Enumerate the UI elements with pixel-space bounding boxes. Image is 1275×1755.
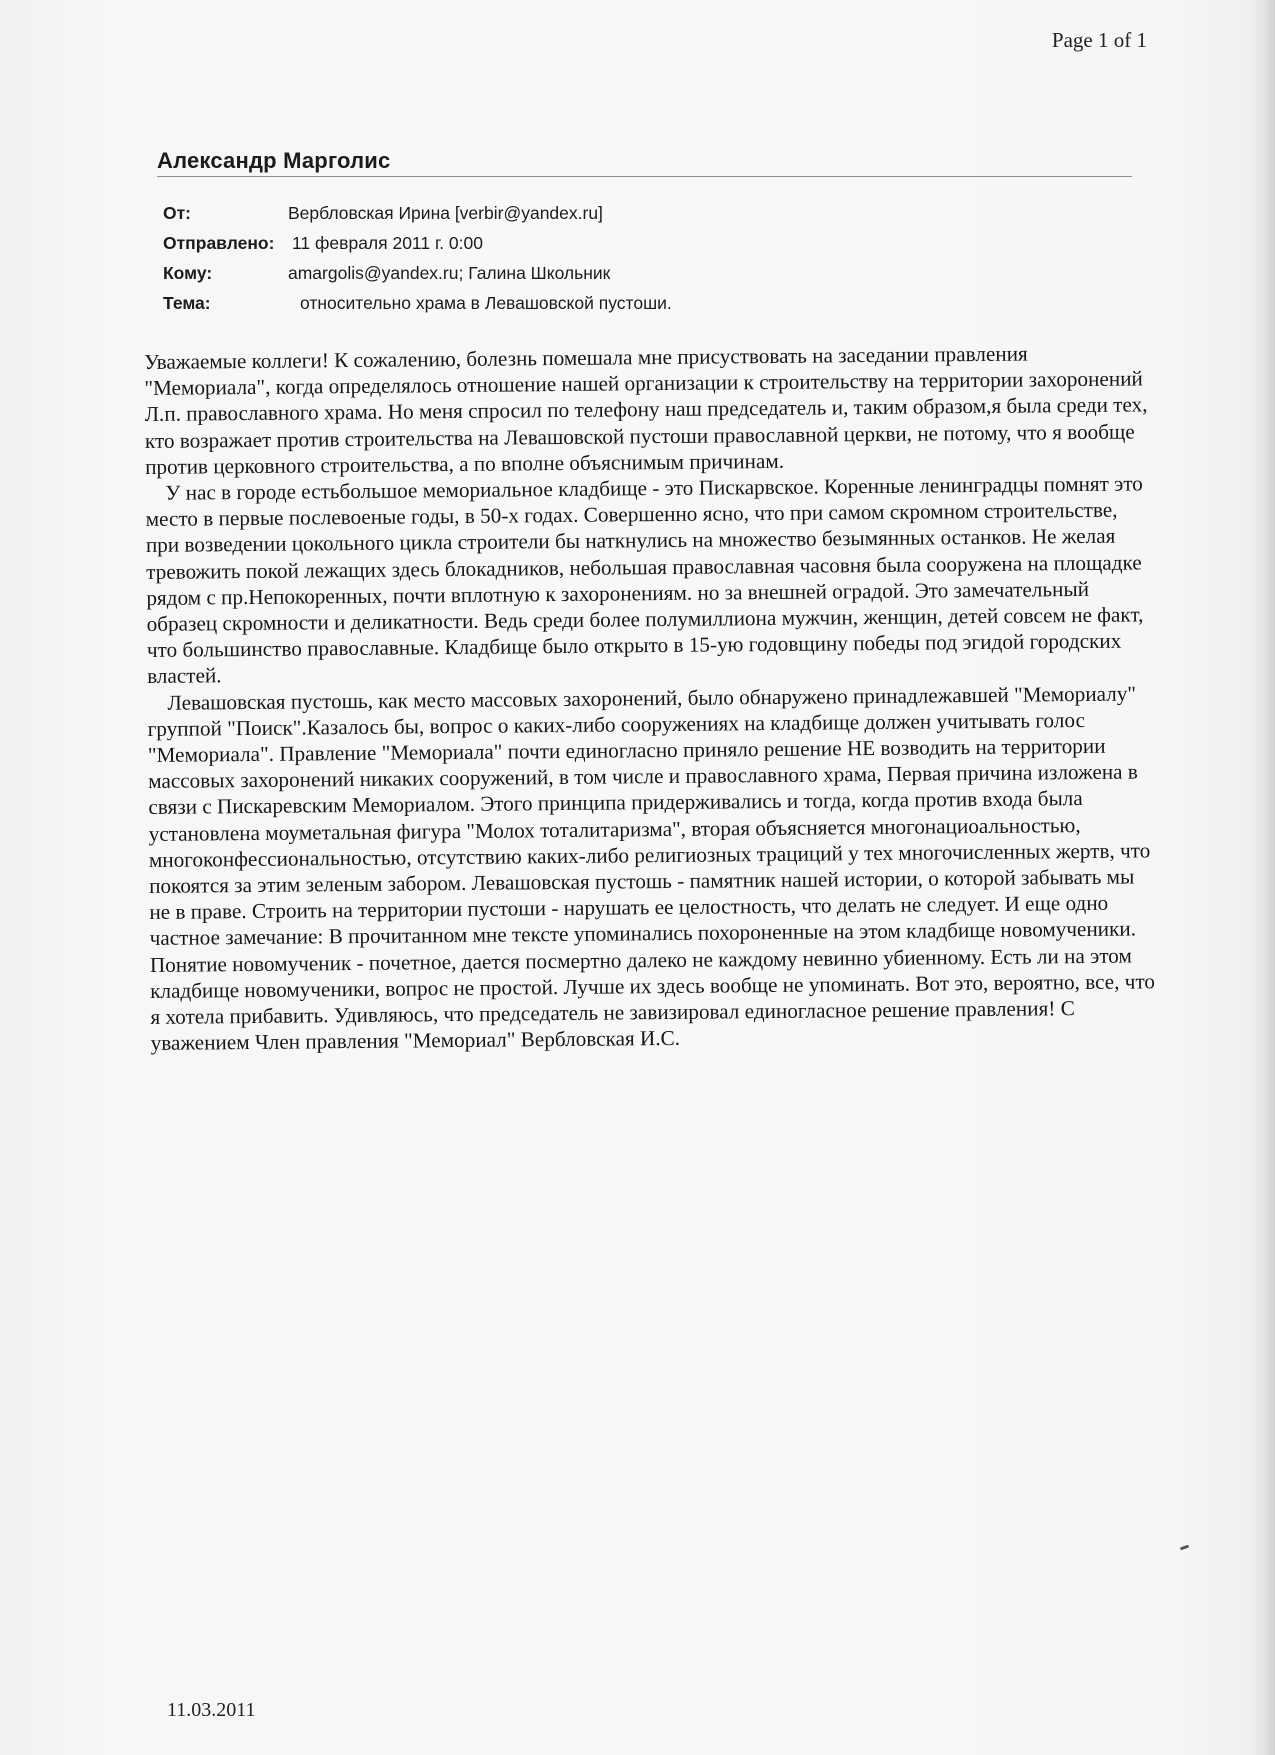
page-indicator: Page 1 of 1 [1051, 28, 1147, 52]
from-label: От: [163, 203, 192, 223]
to-label: Кому: [163, 263, 213, 283]
print-date: 11.03.2011 [167, 1699, 256, 1721]
subject-label: Тема: [163, 293, 211, 313]
account-name-heading: Александр Марголис [157, 148, 391, 173]
page-shadow-edge [1249, 0, 1275, 1755]
body-paragraph: Уважаемые коллеги! К сожалению, болезнь помешала мне присуствовать на заседании правления "Мемориала", когда определялось отношение нашей организации к строительству на территории захоронений Л.п. православного храма. Но меня спросил по телефону наш председатель и, таким образом,я была среди тех, кто возражает против строительства на Левашовской пустоши православной церкви, не потому, что я вообще против церковного строительства, а по вполне объяснимым причинам. [144, 341, 1148, 479]
sent-label: Отправлено: [163, 233, 275, 253]
scan-artifact [1180, 1545, 1189, 1551]
to-value: amargolis@yandex.ru; Галина Школьник [288, 263, 611, 283]
sent-value: 11 февраля 2011 г. 0:00 [292, 233, 483, 253]
header-divider [157, 176, 1132, 177]
subject-value: относительно храма в Левашовской пустоши. [300, 293, 672, 313]
from-value: Вербловская Ирина [verbir@yandex.ru] [288, 203, 603, 223]
body-paragraph: У нас в городе естьбольшое мемориальное кладбище - это Пискарвское. Коренные ленинградцы помнят это место в первые послевоеные годы, в 50-х годах. Совершенно ясно, что при самом скромном строительстве, при возведении цокольного цикла строители бы наткнулись на множество безымянных останков. Не желая тревожить покой лежащих здесь блокадников, небольшая православная часовня была сооружена на площадке рядом с пр.Непокоренных, почти вплотную к захоронениям. но за внешней оградой. Это замечательный образец скромности и деликатности. Ведь среди более полумиллиона мужчин, женщин, детей совсем не факт, что большинство православные. Кладбище было открыто в 15-ую годовщину победы под эгидой городских властей. [145, 471, 1144, 689]
body-paragraph: Левашовская пустошь, как место массовых захоронений, было обнаружено принадлежавшей "Мемориалу" группой "Поиск".Казалось бы, вопрос о каких-либо сооружениях на кладбище должен учитывать голос "Мемориала". Правление "Мемориала" почти единогласно приняло решение НЕ возводить на территории массовых захоронений никаких сооружений, в том числе и православного храма, Первая причина изложена в связи с Пискаревским Мемориалом. Этого принципа придерживались и тогда, когда против входа была установлена моуметальная фигура "Молох тоталитаризма", вторая объясняется многонациоальностью, многоконфессиональностью, отсутствию каких-либо религиозных трациций у тех многочисленных жертв, что покоятся за этим зеленым забором. Левашовская пустошь - памятник нашей истории, о которой забывать мы не в праве. Строить на территории пустоши - нарушать ее целостность, что делать не следует. И еще одно частное замечание: В прочитанном мне тексте упоминались похороненные на этом кладбище новомученики. Понятие новомученик - почетное, дается посмертно далеко не каждому невинно убиенному. Есть ли на этом кладбище новомученики, вопрос не простой. Лучше их здесь вообще не упоминать. Вот это, вероятно, все, что я хотела прибавить. Удивляюсь, что председатель не завизировал единогласное решение правления! С уважением Член правления "Мемориал" Вербловская И.С. [147, 681, 1156, 1056]
email-body [144, 339, 1161, 1056]
